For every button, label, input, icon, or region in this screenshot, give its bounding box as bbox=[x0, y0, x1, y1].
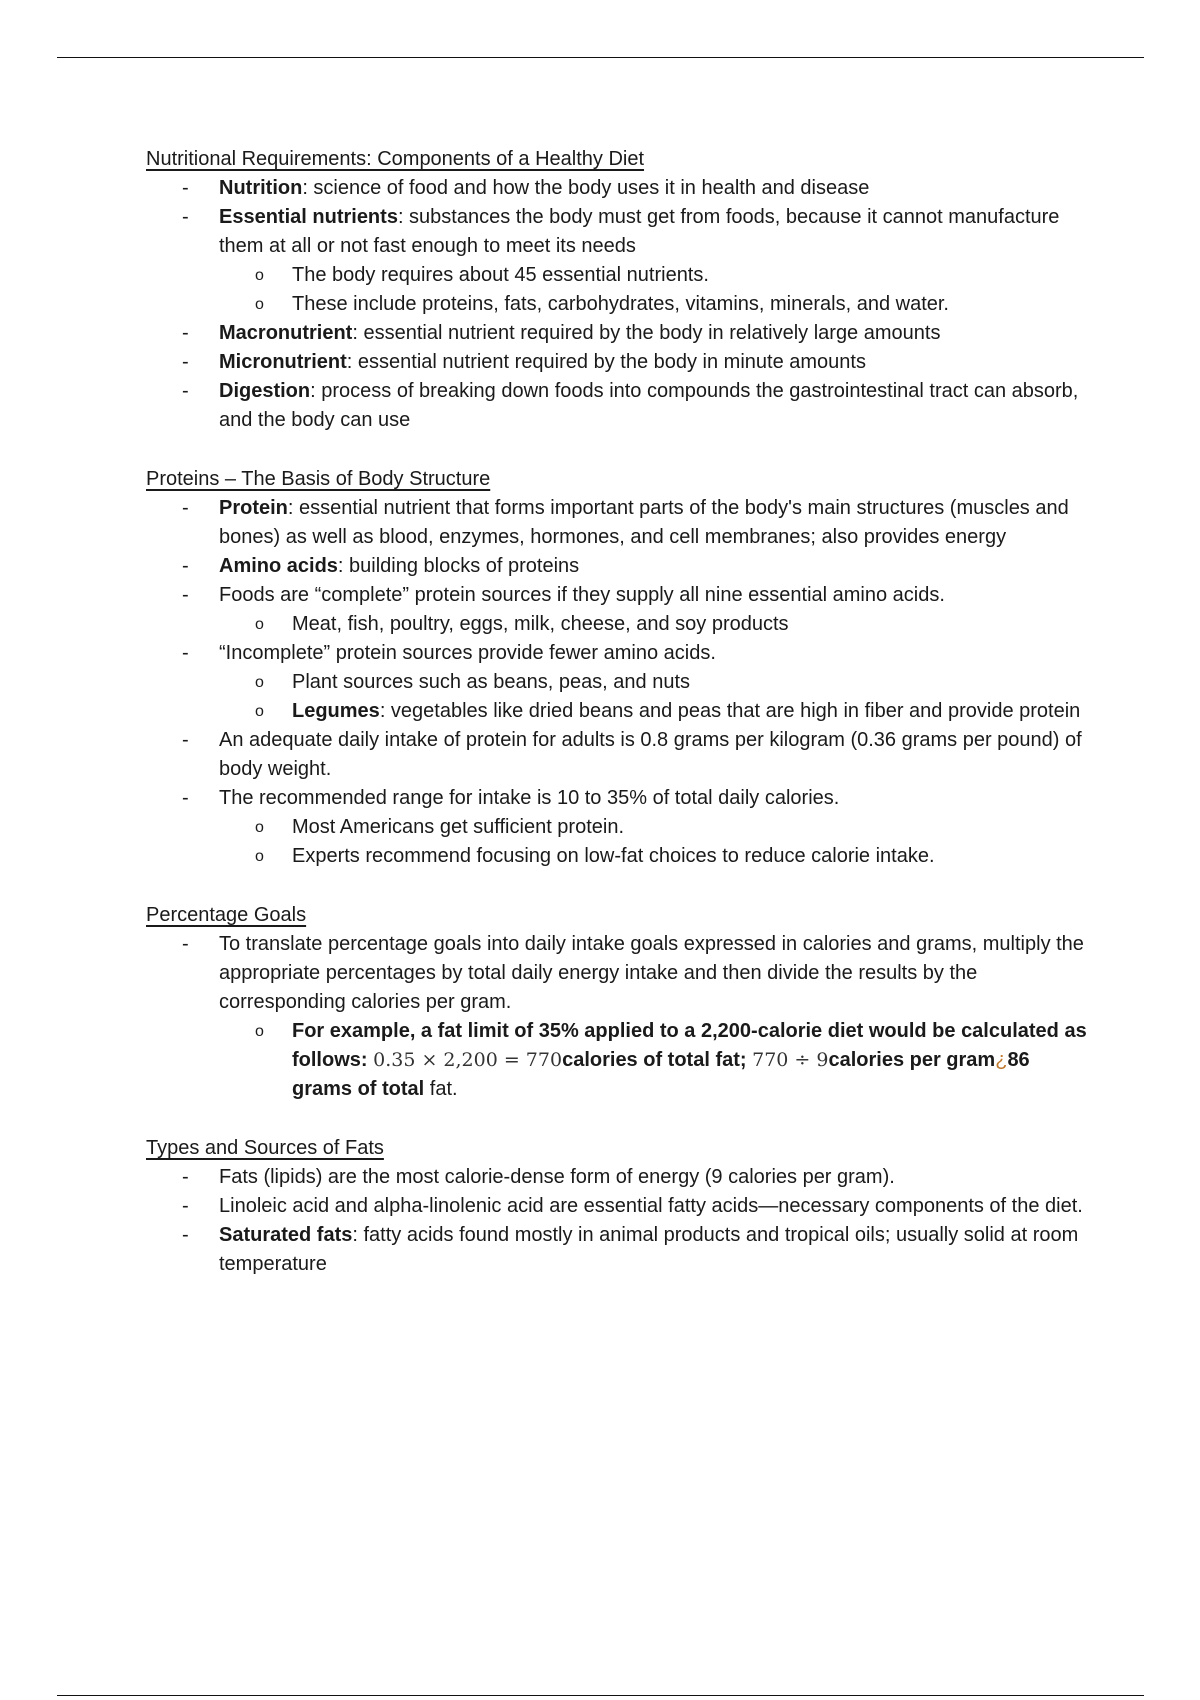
term: Digestion bbox=[219, 380, 311, 402]
footer-rule bbox=[57, 1695, 1144, 1696]
list-item bbox=[146, 174, 1091, 203]
section-types-of-fats bbox=[146, 1134, 1091, 1279]
example-tail: fat. bbox=[424, 1078, 458, 1100]
list-item bbox=[146, 1163, 1091, 1192]
dash-bullet: - bbox=[182, 933, 189, 955]
sub-list-item bbox=[219, 668, 1091, 697]
dash-bullet: - bbox=[182, 206, 189, 228]
sub-list bbox=[219, 1017, 1091, 1104]
dash-bullet: - bbox=[182, 642, 189, 664]
dash-bullet: - bbox=[182, 1195, 189, 1217]
term: Essential nutrients bbox=[219, 206, 398, 228]
definition: : vegetables like dried beans and peas that are high in fiber and provide protein bbox=[379, 700, 1081, 722]
sub-item-text: The body requires about 45 essential nutrients. bbox=[292, 264, 709, 286]
bullet-list bbox=[146, 930, 1091, 1104]
sub-list-item bbox=[219, 697, 1091, 726]
list-item bbox=[146, 203, 1091, 319]
dash-bullet: - bbox=[182, 1224, 189, 1246]
item-text: Linoleic acid and alpha-linolenic acid are essential fatty acids—necessary components of the diet. bbox=[219, 1195, 1083, 1217]
sub-list-item-example bbox=[219, 1017, 1091, 1104]
list-item bbox=[146, 1221, 1091, 1279]
term: Amino acids bbox=[219, 555, 338, 577]
dash-bullet: - bbox=[182, 584, 189, 606]
circle-bullet: o bbox=[255, 267, 264, 284]
sub-list-item bbox=[219, 261, 1091, 290]
list-item bbox=[146, 581, 1091, 639]
circle-bullet: o bbox=[255, 848, 264, 865]
item-text: An adequate daily intake of protein for adults is 0.8 grams per kilogram (0.36 grams per pound) of body weight. bbox=[219, 729, 1082, 780]
sub-list-item bbox=[219, 610, 1091, 639]
list-item bbox=[146, 930, 1091, 1104]
definition: : building blocks of proteins bbox=[337, 555, 580, 577]
list-item bbox=[146, 377, 1091, 435]
sub-list bbox=[219, 610, 1091, 639]
sub-item-text: These include proteins, fats, carbohydrates, vitamins, minerals, and water. bbox=[292, 293, 949, 315]
sub-item-text: Most Americans get sufficient protein. bbox=[292, 816, 625, 838]
definition: : essential nutrient required by the body in minute amounts bbox=[346, 351, 866, 373]
sub-item-text: Meat, fish, poultry, eggs, milk, cheese, and soy products bbox=[292, 613, 789, 635]
example-text: calories per gram bbox=[828, 1049, 996, 1071]
circle-bullet: o bbox=[255, 819, 264, 836]
section-heading: Proteins – The Basis of Body Structure bbox=[146, 468, 491, 490]
definition: : process of breaking down foods into compounds the gastrointestinal tract can absorb, and the body can use bbox=[219, 380, 1079, 431]
item-text: “Incomplete” protein sources provide fewer amino acids. bbox=[219, 642, 716, 664]
dash-bullet: - bbox=[182, 322, 189, 344]
dash-bullet: - bbox=[182, 177, 189, 199]
term: Saturated fats bbox=[219, 1224, 353, 1246]
definition: : fatty acids found mostly in animal products and tropical oils; usually solid at room temperature bbox=[219, 1224, 1079, 1275]
list-item bbox=[146, 552, 1091, 581]
circle-bullet: o bbox=[255, 616, 264, 633]
bullet-list bbox=[146, 494, 1091, 871]
sub-list bbox=[219, 813, 1091, 871]
item-text: To translate percentage goals into daily intake goals expressed in calories and grams, multiply the appropriate percentages by total daily energy intake and then divide the results by the corresponding calories per gram. bbox=[219, 933, 1084, 1013]
sub-list-item bbox=[219, 813, 1091, 842]
sub-list-item bbox=[219, 842, 1091, 871]
section-heading: Types and Sources of Fats bbox=[146, 1137, 384, 1159]
sub-item-text: Plant sources such as beans, peas, and nuts bbox=[292, 671, 691, 693]
sub-list bbox=[219, 668, 1091, 726]
example-text: 86 grams of total bbox=[292, 1049, 1030, 1100]
definition: : science of food and how the body uses it in health and disease bbox=[302, 177, 870, 199]
dash-bullet: - bbox=[182, 351, 189, 373]
dash-bullet: - bbox=[182, 497, 189, 519]
term: Protein bbox=[219, 497, 288, 519]
sub-list-item bbox=[219, 290, 1091, 319]
bullet-list bbox=[146, 174, 1091, 435]
section-heading: Percentage Goals bbox=[146, 904, 307, 926]
term: Nutrition bbox=[219, 177, 303, 199]
list-item bbox=[146, 726, 1091, 784]
example-text: For example, a fat limit of 35% applied to a 2,200-calorie diet would be calculated as follows: bbox=[292, 1020, 1087, 1071]
dash-bullet: - bbox=[182, 729, 189, 751]
formula: 0.35 × 2,200 = 770 bbox=[373, 1049, 563, 1071]
example-text: calories of total fat; bbox=[562, 1049, 753, 1071]
circle-bullet: o bbox=[255, 296, 264, 313]
bullet-list bbox=[146, 1163, 1091, 1279]
list-item bbox=[146, 1192, 1091, 1221]
sub-item-text: Experts recommend focusing on low-fat choices to reduce calorie intake. bbox=[292, 845, 935, 867]
definition: : essential nutrient that forms important parts of the body's main structures (muscles and bones) as well as blood, enzymes, hormones, and cell membranes; also provides energy bbox=[219, 497, 1069, 548]
list-item bbox=[146, 319, 1091, 348]
circle-bullet: o bbox=[255, 1023, 264, 1040]
term: Macronutrient bbox=[219, 322, 353, 344]
term: Legumes bbox=[292, 700, 380, 722]
list-item bbox=[146, 784, 1091, 871]
term: Micronutrient bbox=[219, 351, 347, 373]
dash-bullet: - bbox=[182, 787, 189, 809]
sub-list bbox=[219, 261, 1091, 319]
circle-bullet: o bbox=[255, 674, 264, 691]
circle-bullet: o bbox=[255, 703, 264, 720]
section-percentage-goals bbox=[146, 901, 1091, 1104]
list-item bbox=[146, 494, 1091, 552]
section-proteins bbox=[146, 465, 1091, 871]
item-text: Foods are “complete” protein sources if they supply all nine essential amino acids. bbox=[219, 584, 945, 606]
document-page bbox=[146, 145, 1091, 1309]
list-item bbox=[146, 639, 1091, 726]
formula: 770 ÷ 9 bbox=[752, 1049, 829, 1071]
header-rule bbox=[57, 57, 1144, 58]
definition: : essential nutrient required by the body in relatively large amounts bbox=[352, 322, 941, 344]
list-item bbox=[146, 348, 1091, 377]
section-nutritional-requirements bbox=[146, 145, 1091, 435]
inverted-question-mark: ¿ bbox=[995, 1049, 1008, 1071]
item-text: Fats (lipids) are the most calorie-dense form of energy (9 calories per gram). bbox=[219, 1166, 895, 1188]
dash-bullet: - bbox=[182, 380, 189, 402]
definition: : substances the body must get from foods, because it cannot manufacture them at all or not fast enough to meet its needs bbox=[219, 206, 1060, 257]
dash-bullet: - bbox=[182, 555, 189, 577]
item-text: The recommended range for intake is 10 to 35% of total daily calories. bbox=[219, 787, 840, 809]
dash-bullet: - bbox=[182, 1166, 189, 1188]
section-heading: Nutritional Requirements: Components of a Healthy Diet bbox=[146, 148, 645, 170]
